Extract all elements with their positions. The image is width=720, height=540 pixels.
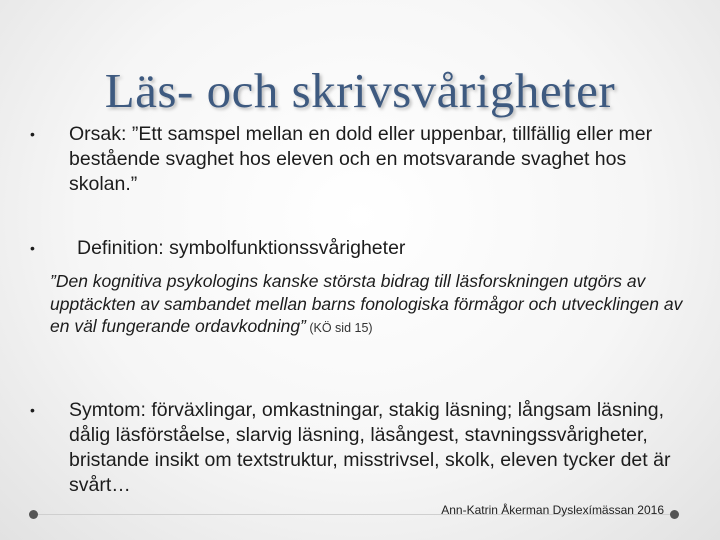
bullet-term: Symtom: [69, 399, 141, 421]
bullet-term: Definition: [77, 237, 159, 259]
bullet-text: : förväxlingar, omkastningar, stakig läsning; långsam läsning, dålig läsförståelse, slarvig läsning, läsångest, stavningssvårigheter, bristande insikt om textstruktur, misstrivsel, skolk, eleven tycker det är svårt…: [69, 399, 671, 496]
slide-footer: [28, 498, 680, 528]
quote-citation: (KÖ sid 15): [305, 321, 373, 335]
bullet-text: : symbolfunktionssvårigheter: [158, 237, 406, 259]
bullet-body: [77, 236, 700, 261]
bullet-symtom: [30, 398, 700, 498]
footer-credit: Ann-Katrin Åkerman Dyslexímässan 2016: [441, 503, 664, 517]
footer-right-dot: [670, 510, 679, 519]
bullet-marker: •: [30, 402, 35, 418]
bullet-orsak: [30, 122, 700, 197]
bullet-term: Orsak: [69, 123, 122, 145]
quote-block: [50, 270, 700, 340]
bullet-marker: •: [30, 240, 35, 256]
slide-title: Läs- och skrivsvårigheter: [104, 63, 616, 118]
bullet-marker: •: [30, 126, 35, 142]
bullet-definition: [30, 236, 700, 261]
quote-text: ”Den kognitiva psykologins kanske största bidrag till läsforskningen utgörs av upptäckten av sambandet mellan barns fonologiska förmågor och utvecklingen av en väl fungerande ordavkodning”: [50, 271, 683, 336]
footer-left-dot: [29, 510, 38, 519]
bullet-body: [69, 122, 699, 197]
bullet-text: : ”Ett samspel mellan en dold eller uppenbar, tillfällig eller mer bestående svaghet hos eleven och en motsvarande svaghet hos skolan.”: [69, 123, 653, 195]
bullet-body: [69, 398, 709, 498]
